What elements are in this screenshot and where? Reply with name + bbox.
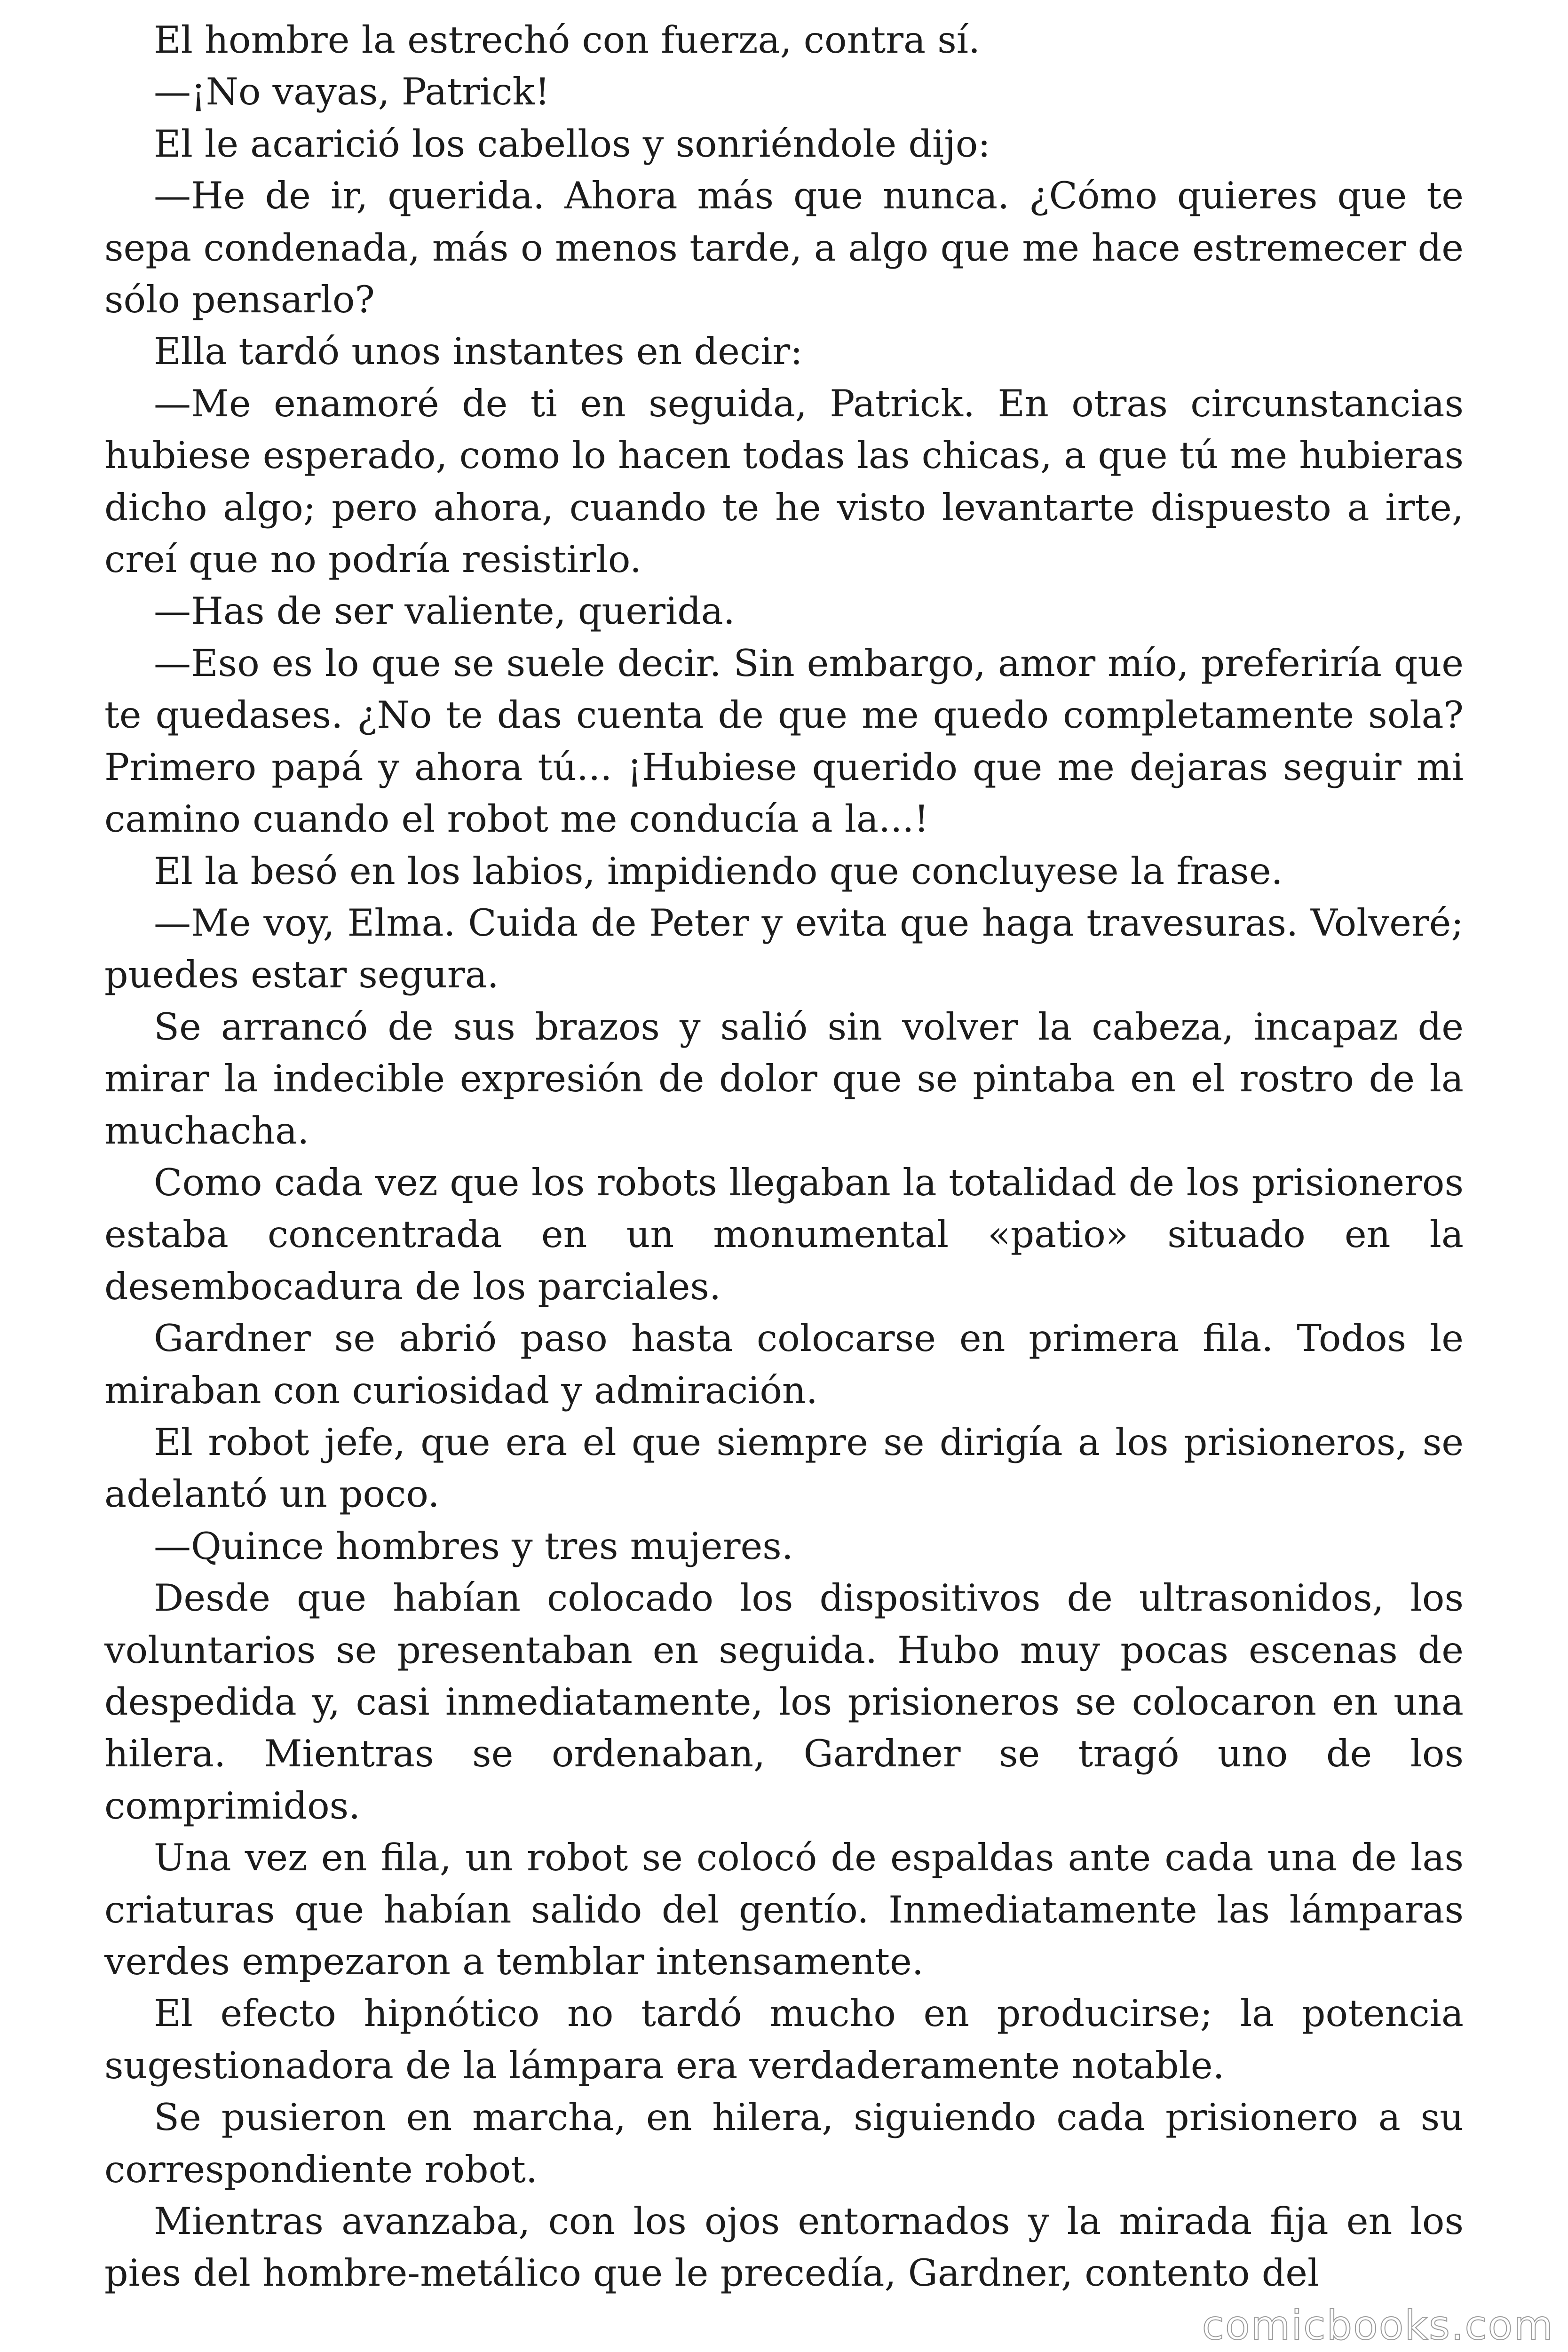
paragraph: Mientras avanzaba, con los ojos entornados y la mirada fija en los pies del hombre-metálico que le precedía, Gardner, contento del: [104, 2200, 1464, 2295]
paragraph: Se arrancó de sus brazos y salió sin volver la cabeza, incapaz de mirar la indecible expresión de dolor que se pintaba en el rostro de la muchacha.: [104, 1005, 1464, 1152]
paragraph: El robot jefe, que era el que siempre se dirigía a los prisioneros, se adelantó un poco.: [104, 1420, 1464, 1516]
paragraph: El le acarició los cabellos y sonriéndole dijo:: [154, 122, 990, 166]
paragraph: El la besó en los labios, impidiendo que concluyese la frase.: [154, 849, 1283, 893]
paragraph: —Eso es lo que se suele decir. Sin embargo, amor mío, preferiría que te quedases. ¿No te das cuenta de que me quedo completamente sola? Primero papá y ahora tú... ¡Hubiese querido que me dejaras seguir mi camino cuando el robot me conducía a la...!: [104, 641, 1464, 841]
paragraph: —Me voy, Elma. Cuida de Peter y evita que haga travesuras. Volveré; puedes estar segura.: [104, 901, 1464, 997]
page-body: [104, 14, 1464, 2299]
paragraph: Desde que habían colocado los dispositivos de ultrasonidos, los voluntarios se presentaban en seguida. Hubo muy pocas escenas de despedida y, casi inmediatamente, los prisioneros se colocaron en una hilera. Mientras se ordenaban, Gardner se tragó uno de los comprimidos.: [104, 1576, 1464, 1828]
paragraph: Gardner se abrió paso hasta colocarse en primera fila. Todos le miraban con curiosidad y admiración.: [104, 1317, 1464, 1412]
paragraph: Como cada vez que los robots llegaban la totalidad de los prisioneros estaba concentrada en un monumental «patio» situado en la desembocadura de los parciales.: [104, 1160, 1464, 1308]
watermark: comicbooks.com: [1202, 2302, 1554, 2349]
paragraph: —¡No vayas, Patrick!: [154, 70, 550, 114]
paragraph: El hombre la estrechó con fuerza, contra sí.: [154, 18, 981, 62]
paragraph: Se pusieron en marcha, en hilera, siguiendo cada prisionero a su correspondiente robot.: [104, 2096, 1464, 2191]
paragraph: El efecto hipnótico no tardó mucho en producirse; la potencia sugestionadora de la lámpara era verdaderamente notable.: [104, 1992, 1464, 2087]
paragraph: —Quince hombres y tres mujeres.: [154, 1524, 793, 1568]
paragraph: Una vez en fila, un robot se colocó de espaldas ante cada una de las criaturas que habían salido del gentío. Inmediatamente las lámparas verdes empezaron a temblar intensamente.: [104, 1836, 1464, 1984]
paragraph: —Has de ser valiente, querida.: [154, 589, 735, 633]
paragraph: Ella tardó unos instantes en decir:: [154, 330, 803, 373]
paragraph: —Me enamoré de ti en seguida, Patrick. En otras circunstancias hubiese esperado, como lo hacen todas las chicas, a que tú me hubieras dicho algo; pero ahora, cuando te he visto levantarte dispuesto a irte, creí que no podría resistirlo.: [104, 381, 1464, 581]
paragraph: —He de ir, querida. Ahora más que nunca. ¿Cómo quieres que te sepa condenada, más o menos tarde, a algo que me hace estremecer de sólo pensarlo?: [104, 174, 1464, 322]
